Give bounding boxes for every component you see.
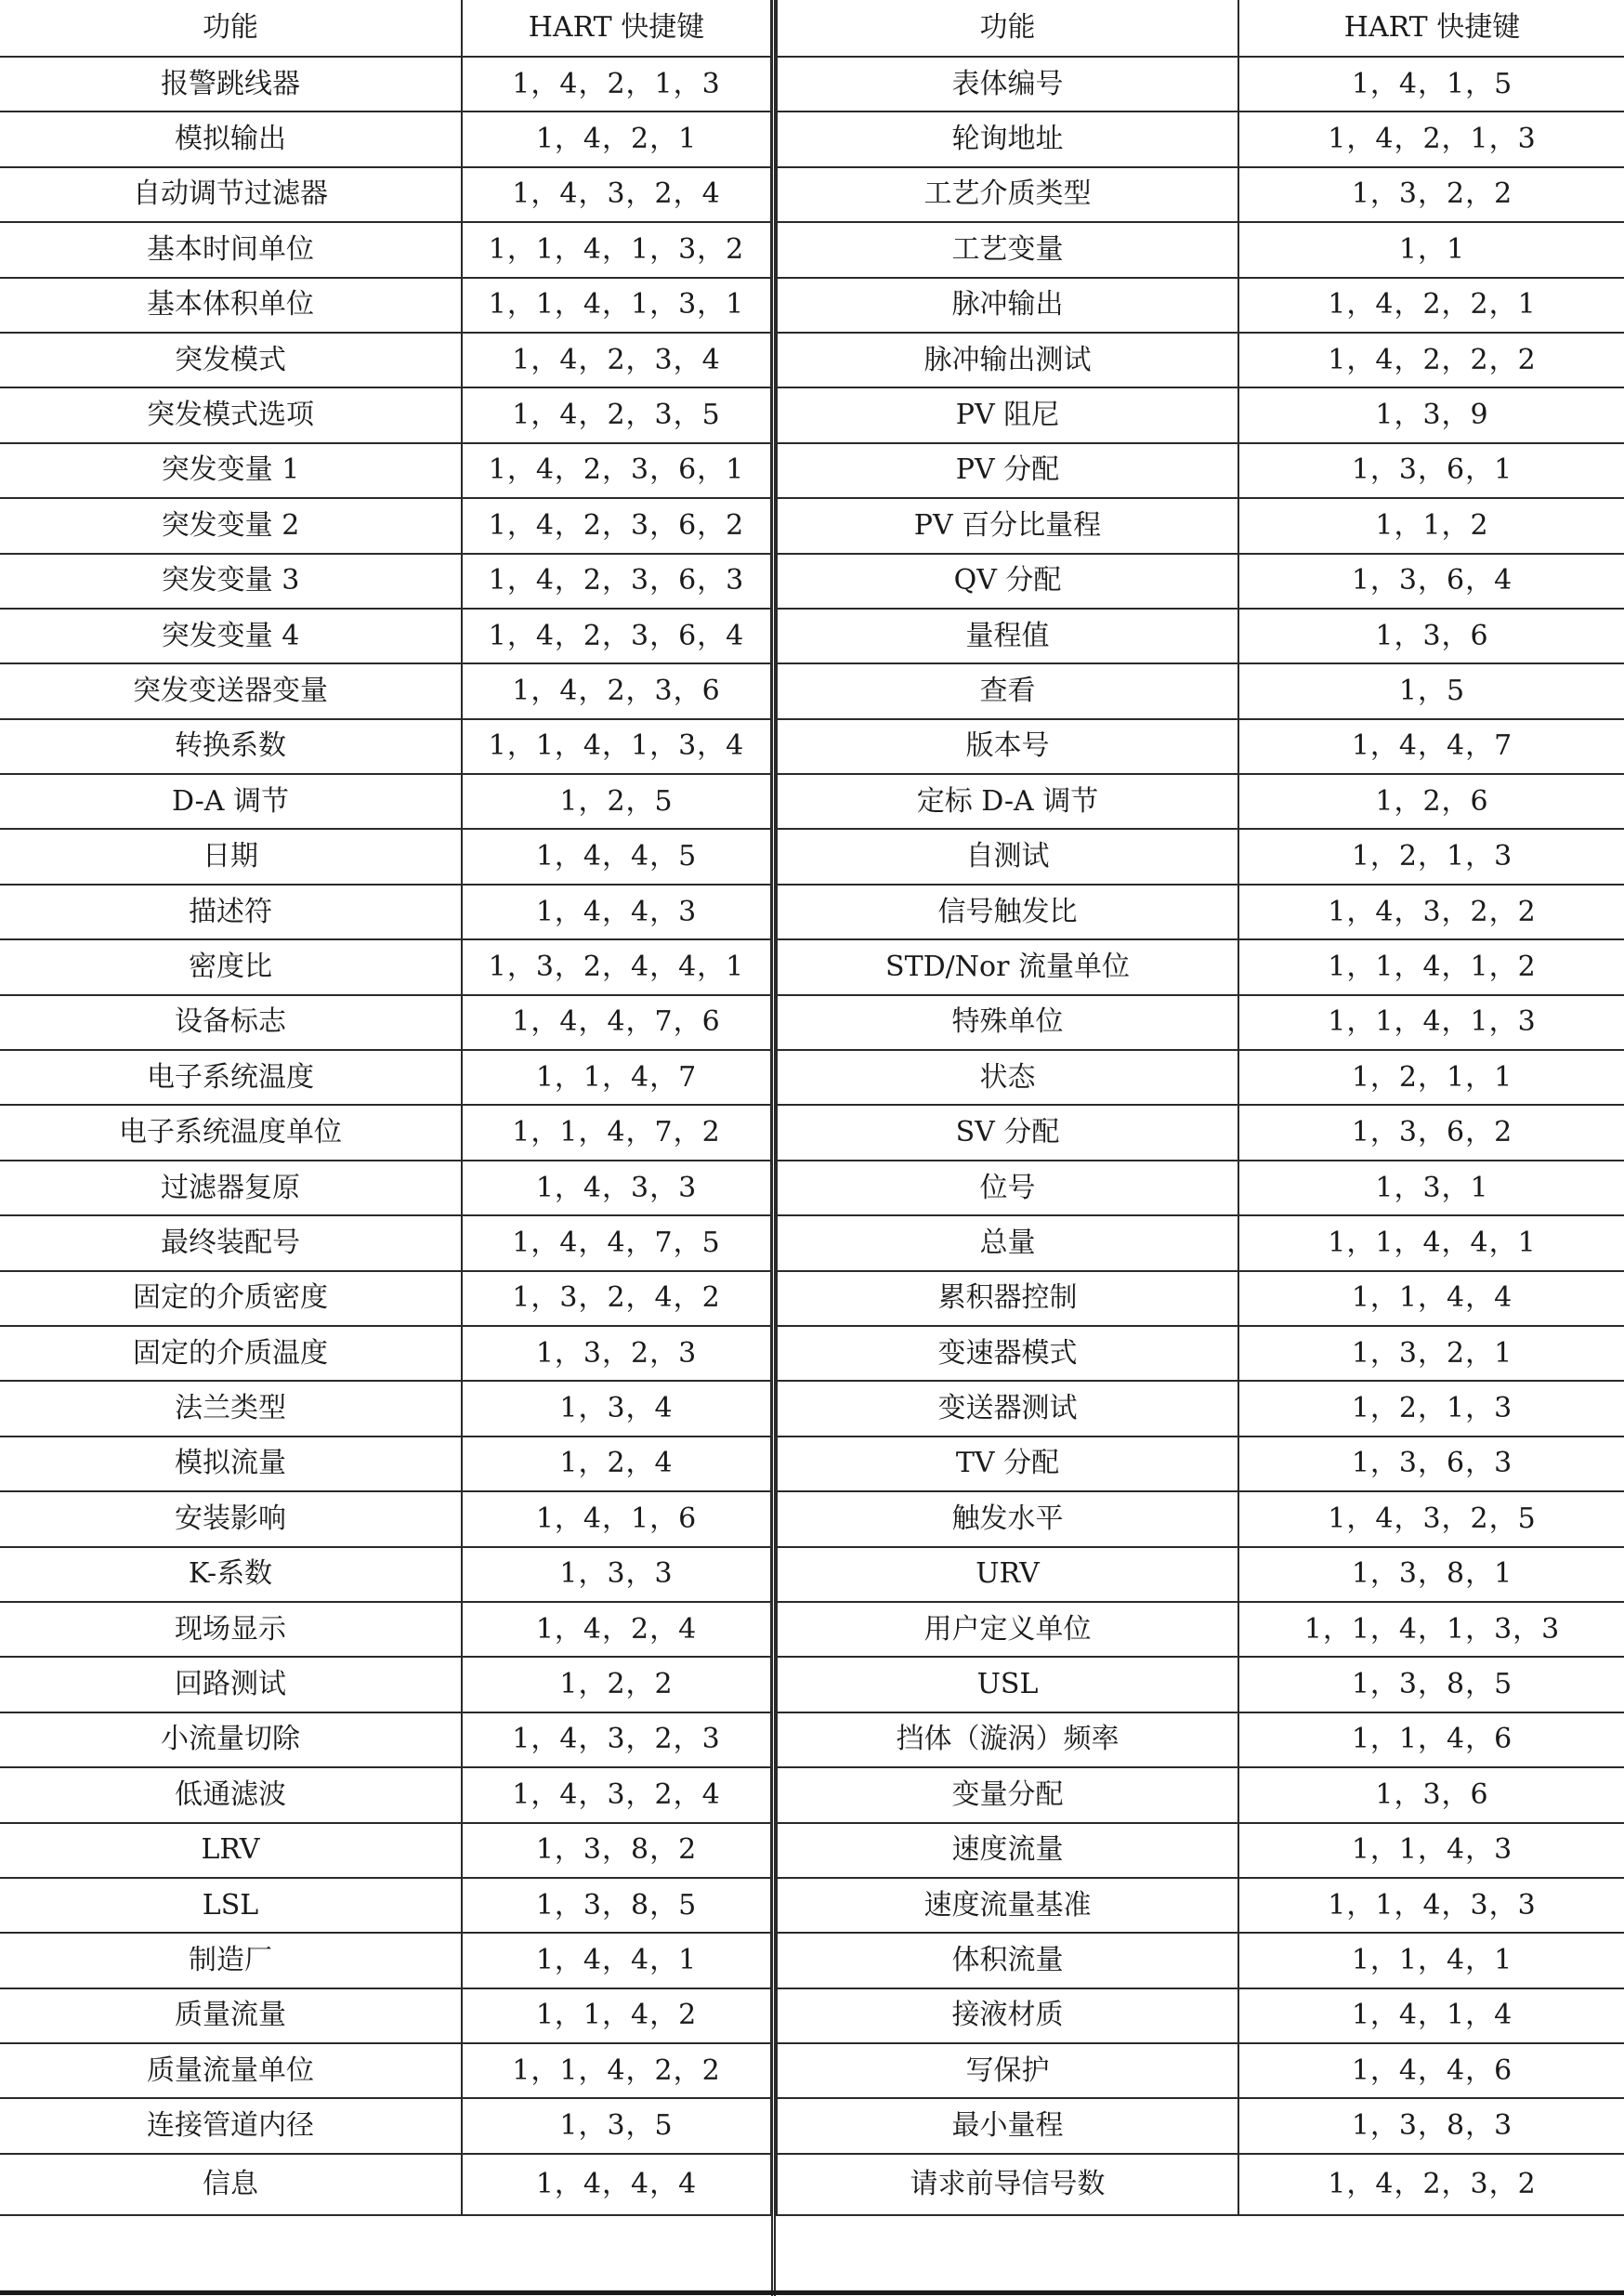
function-cell: 制造厂: [0, 1933, 462, 1988]
function-cell: 突发模式: [0, 333, 462, 387]
table-row: [777, 167, 1624, 222]
table-row: [777, 1271, 1624, 1326]
table-row: [777, 57, 1624, 112]
function-cell: 特殊单位: [777, 995, 1238, 1050]
function-cell: 量程值: [777, 609, 1238, 663]
shortcut-cell: 1，3，6: [1238, 609, 1624, 663]
function-cell: 固定的介质温度: [0, 1326, 462, 1381]
function-cell: 用户定义单位: [777, 1602, 1238, 1657]
table-row: [777, 829, 1624, 884]
shortcut-cell: 1，2，1，1: [1238, 1050, 1624, 1105]
function-cell: 基本时间单位: [0, 222, 462, 277]
shortcut-cell: 1，1，4，3: [1238, 1823, 1624, 1878]
shortcut-cell: 1，3，2，3: [462, 1326, 771, 1381]
header-row: [0, 0, 771, 57]
function-cell: 突发变量 4: [0, 609, 462, 663]
table-row: [0, 1933, 771, 1988]
shortcut-cell: 1，4，4，5: [462, 829, 771, 884]
bottom-rule: [0, 2290, 1624, 2295]
shortcut-cell: 1，1，4，1，3，3: [1238, 1602, 1624, 1657]
function-cell: 模拟流量: [0, 1437, 462, 1491]
function-cell: 最小量程: [777, 2098, 1238, 2153]
table-row: [0, 1547, 771, 1602]
function-cell: 表体编号: [777, 57, 1238, 112]
table-row: [777, 554, 1624, 609]
shortcut-cell: 1，5: [1238, 663, 1624, 718]
shortcut-cell: 1，1，4，1，3，2: [462, 222, 771, 277]
shortcut-cell: 1，4，1，6: [462, 1491, 771, 1546]
function-cell: 总量: [777, 1215, 1238, 1270]
shortcut-cell: 1，3，2，2: [1238, 167, 1624, 222]
shortcut-cell: 1，4，1，5: [1238, 57, 1624, 112]
shortcut-cell: 1，3，6，2: [1238, 1105, 1624, 1160]
table-row: [777, 1326, 1624, 1381]
shortcut-cell: 1，3，6，3: [1238, 1437, 1624, 1491]
table-row: [0, 1988, 771, 2043]
function-cell: USL: [777, 1657, 1238, 1712]
function-cell: 描述符: [0, 885, 462, 939]
function-cell: 基本体积单位: [0, 278, 462, 333]
function-cell: K-系数: [0, 1547, 462, 1602]
function-cell: STD/Nor 流量单位: [777, 939, 1238, 994]
table-row: [0, 2154, 771, 2215]
shortcut-cell: 1，3，6，1: [1238, 443, 1624, 498]
shortcut-cell: 1，1: [1238, 222, 1624, 277]
shortcut-cell: 1，2，6: [1238, 774, 1624, 829]
table-row: [0, 609, 771, 663]
function-cell: 回路测试: [0, 1657, 462, 1712]
table-row: [777, 498, 1624, 553]
table-row: [777, 1437, 1624, 1491]
header-row: [777, 0, 1624, 57]
table-row: [0, 885, 771, 939]
function-cell: 触发水平: [777, 1491, 1238, 1546]
table-row: [0, 387, 771, 442]
table-row: [0, 1161, 771, 1215]
function-cell: 接液材质: [777, 1988, 1238, 2043]
function-cell: 信号触发比: [777, 885, 1238, 939]
shortcut-cell: 1，3，8，5: [1238, 1657, 1624, 1712]
shortcut-cell: 1，1，4，3，3: [1238, 1878, 1624, 1933]
function-cell: 请求前导信号数: [777, 2154, 1238, 2215]
shortcut-cell: 1，3，1: [1238, 1161, 1624, 1215]
table-row: [777, 333, 1624, 387]
table-row: [0, 222, 771, 277]
function-cell: 速度流量基准: [777, 1878, 1238, 1933]
function-cell: 固定的介质密度: [0, 1271, 462, 1326]
function-cell: 写保护: [777, 2043, 1238, 2098]
shortcut-cell: 1，4，4，7，6: [462, 995, 771, 1050]
shortcut-cell: 1，4，4，1: [462, 1933, 771, 1988]
shortcut-cell: 1，2，1，3: [1238, 829, 1624, 884]
function-cell: 体积流量: [777, 1933, 1238, 1988]
shortcut-cell: 1，4，3，2，4: [462, 167, 771, 222]
shortcut-cell: 1，3，4: [462, 1381, 771, 1436]
shortcut-cell: 1，3，6，4: [1238, 554, 1624, 609]
shortcut-cell: 1，1，4，4，1: [1238, 1215, 1624, 1270]
table-row: [0, 1878, 771, 1933]
table-row: [777, 1988, 1624, 2043]
header-function: 功能: [777, 0, 1238, 57]
table-row: [0, 939, 771, 994]
function-cell: 版本号: [777, 719, 1238, 774]
table-row: [0, 2098, 771, 2153]
function-cell: 自动调节过滤器: [0, 167, 462, 222]
function-cell: 变量分配: [777, 1767, 1238, 1822]
table-row: [777, 1933, 1624, 1988]
table-row: [0, 1657, 771, 1712]
function-cell: 法兰类型: [0, 1381, 462, 1436]
shortcut-cell: 1，4，2，1，3: [462, 57, 771, 112]
shortcut-cell: 1，4，2，1: [462, 112, 771, 166]
table-row: [777, 1823, 1624, 1878]
function-cell: URV: [777, 1547, 1238, 1602]
table-row: [0, 1602, 771, 1657]
function-cell: 突发变量 1: [0, 443, 462, 498]
table-row: [777, 609, 1624, 663]
table-row: [777, 1547, 1624, 1602]
right-table: [776, 0, 1624, 2216]
function-cell: 日期: [0, 829, 462, 884]
header-function: 功能: [0, 0, 462, 57]
table-row: [0, 554, 771, 609]
function-cell: LSL: [0, 1878, 462, 1933]
shortcut-cell: 1，4，3，3: [462, 1161, 771, 1215]
shortcut-cell: 1，3，2，1: [1238, 1326, 1624, 1381]
shortcut-cell: 1，4，4，3: [462, 885, 771, 939]
table-row: [777, 112, 1624, 166]
shortcut-cell: 1，4，2，3，6，4: [462, 609, 771, 663]
function-cell: 状态: [777, 1050, 1238, 1105]
table-row: [777, 1712, 1624, 1767]
function-cell: 连接管道内径: [0, 2098, 462, 2153]
function-cell: 查看: [777, 663, 1238, 718]
function-cell: 工艺介质类型: [777, 167, 1238, 222]
table-row: [777, 1878, 1624, 1933]
shortcut-cell: 1，1，4，1，3，4: [462, 719, 771, 774]
table-row: [0, 995, 771, 1050]
table-row: [777, 443, 1624, 498]
table-row: [777, 1381, 1624, 1436]
function-cell: 信息: [0, 2154, 462, 2215]
shortcut-cell: 1，1，2: [1238, 498, 1624, 553]
table-row: [777, 995, 1624, 1050]
shortcut-cell: 1，3，2，4，4，1: [462, 939, 771, 994]
function-cell: 脉冲输出: [777, 278, 1238, 333]
header-shortcut: HART 快捷键: [462, 0, 771, 57]
function-cell: 挡体（漩涡）频率: [777, 1712, 1238, 1767]
shortcut-cell: 1，4，4，6: [1238, 2043, 1624, 2098]
shortcut-cell: 1，1，4，4: [1238, 1271, 1624, 1326]
table-row: [777, 939, 1624, 994]
function-cell: 小流量切除: [0, 1712, 462, 1767]
table-row: [777, 1602, 1624, 1657]
function-cell: PV 百分比量程: [777, 498, 1238, 553]
function-cell: 设备标志: [0, 995, 462, 1050]
table-row: [0, 1105, 771, 1160]
table-row: [0, 333, 771, 387]
shortcut-cell: 1，4，2，3，6，2: [462, 498, 771, 553]
shortcut-cell: 1，4，1，4: [1238, 1988, 1624, 2043]
table-row: [777, 1161, 1624, 1215]
function-cell: 变速器模式: [777, 1326, 1238, 1381]
shortcut-cell: 1，2，4: [462, 1437, 771, 1491]
table-row: [777, 1105, 1624, 1160]
table-row: [0, 1326, 771, 1381]
function-cell: 突发变量 3: [0, 554, 462, 609]
shortcut-cell: 1，2，1，3: [1238, 1381, 1624, 1436]
table-row: [0, 2043, 771, 2098]
function-cell: 累积器控制: [777, 1271, 1238, 1326]
table-row: [777, 885, 1624, 939]
shortcut-cell: 1，3，3: [462, 1547, 771, 1602]
table-row: [0, 829, 771, 884]
function-cell: 突发模式选项: [0, 387, 462, 442]
table-row: [777, 1215, 1624, 1270]
table-row: [777, 1050, 1624, 1105]
function-cell: PV 阻尼: [777, 387, 1238, 442]
function-cell: PV 分配: [777, 443, 1238, 498]
function-cell: 脉冲输出测试: [777, 333, 1238, 387]
function-cell: 位号: [777, 1161, 1238, 1215]
function-cell: 电子系统温度单位: [0, 1105, 462, 1160]
shortcut-cell: 1，3，8，2: [462, 1823, 771, 1878]
shortcut-cell: 1，3，5: [462, 2098, 771, 2153]
table-row: [777, 1657, 1624, 1712]
table-row: [777, 278, 1624, 333]
table-row: [0, 1767, 771, 1822]
function-cell: 过滤器复原: [0, 1161, 462, 1215]
function-cell: 轮询地址: [777, 112, 1238, 166]
table-row: [0, 1437, 771, 1491]
header-shortcut: HART 快捷键: [1238, 0, 1624, 57]
shortcut-cell: 1，4，2，4: [462, 1602, 771, 1657]
shortcut-cell: 1，3，8，1: [1238, 1547, 1624, 1602]
shortcut-cell: 1，1，4，7: [462, 1050, 771, 1105]
table-row: [0, 498, 771, 553]
function-cell: 转换系数: [0, 719, 462, 774]
function-cell: 定标 D-A 调节: [777, 774, 1238, 829]
table-row: [777, 2098, 1624, 2153]
table-row: [777, 774, 1624, 829]
left-table: [0, 0, 772, 2216]
function-cell: LRV: [0, 1823, 462, 1878]
shortcut-cell: 1，4，2，3，6，3: [462, 554, 771, 609]
function-cell: TV 分配: [777, 1437, 1238, 1491]
table-row: [777, 663, 1624, 718]
table-row: [0, 1271, 771, 1326]
table-row: [0, 1381, 771, 1436]
shortcut-cell: 1，4，3，2，3: [462, 1712, 771, 1767]
shortcut-cell: 1，4，2，1，3: [1238, 112, 1624, 166]
shortcut-cell: 1，2，2: [462, 1657, 771, 1712]
shortcut-cell: 1，4，3，2，4: [462, 1767, 771, 1822]
table-row: [777, 719, 1624, 774]
function-cell: 报警跳线器: [0, 57, 462, 112]
shortcut-cell: 1，3，6: [1238, 1767, 1624, 1822]
table-row: [777, 2043, 1624, 2098]
table-row: [0, 57, 771, 112]
function-cell: 变送器测试: [777, 1381, 1238, 1436]
function-cell: D-A 调节: [0, 774, 462, 829]
shortcut-cell: 1，1，4，7，2: [462, 1105, 771, 1160]
table-row: [0, 663, 771, 718]
function-cell: QV 分配: [777, 554, 1238, 609]
shortcut-cell: 1，1，4，1: [1238, 1933, 1624, 1988]
table-row: [0, 774, 771, 829]
function-cell: 突发变送器变量: [0, 663, 462, 718]
table-row: [777, 1491, 1624, 1546]
shortcut-cell: 1，4，2，3，5: [462, 387, 771, 442]
table-row: [0, 112, 771, 166]
table-row: [0, 1823, 771, 1878]
shortcut-cell: 1，4，3，2，2: [1238, 885, 1624, 939]
function-cell: 现场显示: [0, 1602, 462, 1657]
shortcut-cell: 1，1，4，1，3，1: [462, 278, 771, 333]
table-row: [0, 719, 771, 774]
shortcut-cell: 1，4，2，3，4: [462, 333, 771, 387]
table-row: [777, 2154, 1624, 2215]
shortcut-cell: 1，4，2，3，2: [1238, 2154, 1624, 2215]
function-cell: 安装影响: [0, 1491, 462, 1546]
function-cell: 自测试: [777, 829, 1238, 884]
shortcut-cell: 1，3，2，4，2: [462, 1271, 771, 1326]
table-row: [0, 167, 771, 222]
shortcut-cell: 1，1，4，2，2: [462, 2043, 771, 2098]
shortcut-cell: 1，4，3，2，5: [1238, 1491, 1624, 1546]
table-row: [777, 1767, 1624, 1822]
function-cell: 最终装配号: [0, 1215, 462, 1270]
shortcut-cell: 1，4，4，4: [462, 2154, 771, 2215]
function-cell: 低通滤波: [0, 1767, 462, 1822]
shortcut-cell: 1，1，4，6: [1238, 1712, 1624, 1767]
shortcut-cell: 1，1，4，2: [462, 1988, 771, 2043]
function-cell: 工艺变量: [777, 222, 1238, 277]
table-row: [0, 443, 771, 498]
function-cell: 速度流量: [777, 1823, 1238, 1878]
function-cell: 电子系统温度: [0, 1050, 462, 1105]
shortcut-cell: 1，3，8，5: [462, 1878, 771, 1933]
table-row: [0, 1712, 771, 1767]
table-row: [0, 1050, 771, 1105]
shortcut-cell: 1，3，9: [1238, 387, 1624, 442]
shortcut-cell: 1，4，4，7: [1238, 719, 1624, 774]
function-cell: 密度比: [0, 939, 462, 994]
function-cell: 模拟输出: [0, 112, 462, 166]
function-cell: 质量流量: [0, 1988, 462, 2043]
table-row: [777, 222, 1624, 277]
shortcut-cell: 1，2，5: [462, 774, 771, 829]
function-cell: 突发变量 2: [0, 498, 462, 553]
table-row: [777, 387, 1624, 442]
function-cell: 质量流量单位: [0, 2043, 462, 2098]
shortcut-cell: 1，4，2，2，1: [1238, 278, 1624, 333]
shortcut-cell: 1，1，4，1，2: [1238, 939, 1624, 994]
shortcut-cell: 1，3，8，3: [1238, 2098, 1624, 2153]
shortcut-cell: 1，4，4，7，5: [462, 1215, 771, 1270]
shortcut-cell: 1，1，4，1，3: [1238, 995, 1624, 1050]
shortcut-cell: 1，4，2，2，2: [1238, 333, 1624, 387]
function-cell: SV 分配: [777, 1105, 1238, 1160]
table-row: [0, 1491, 771, 1546]
shortcut-cell: 1，4，2，3，6: [462, 663, 771, 718]
shortcut-cell: 1，4，2，3，6，1: [462, 443, 771, 498]
table-row: [0, 278, 771, 333]
table-row: [0, 1215, 771, 1270]
